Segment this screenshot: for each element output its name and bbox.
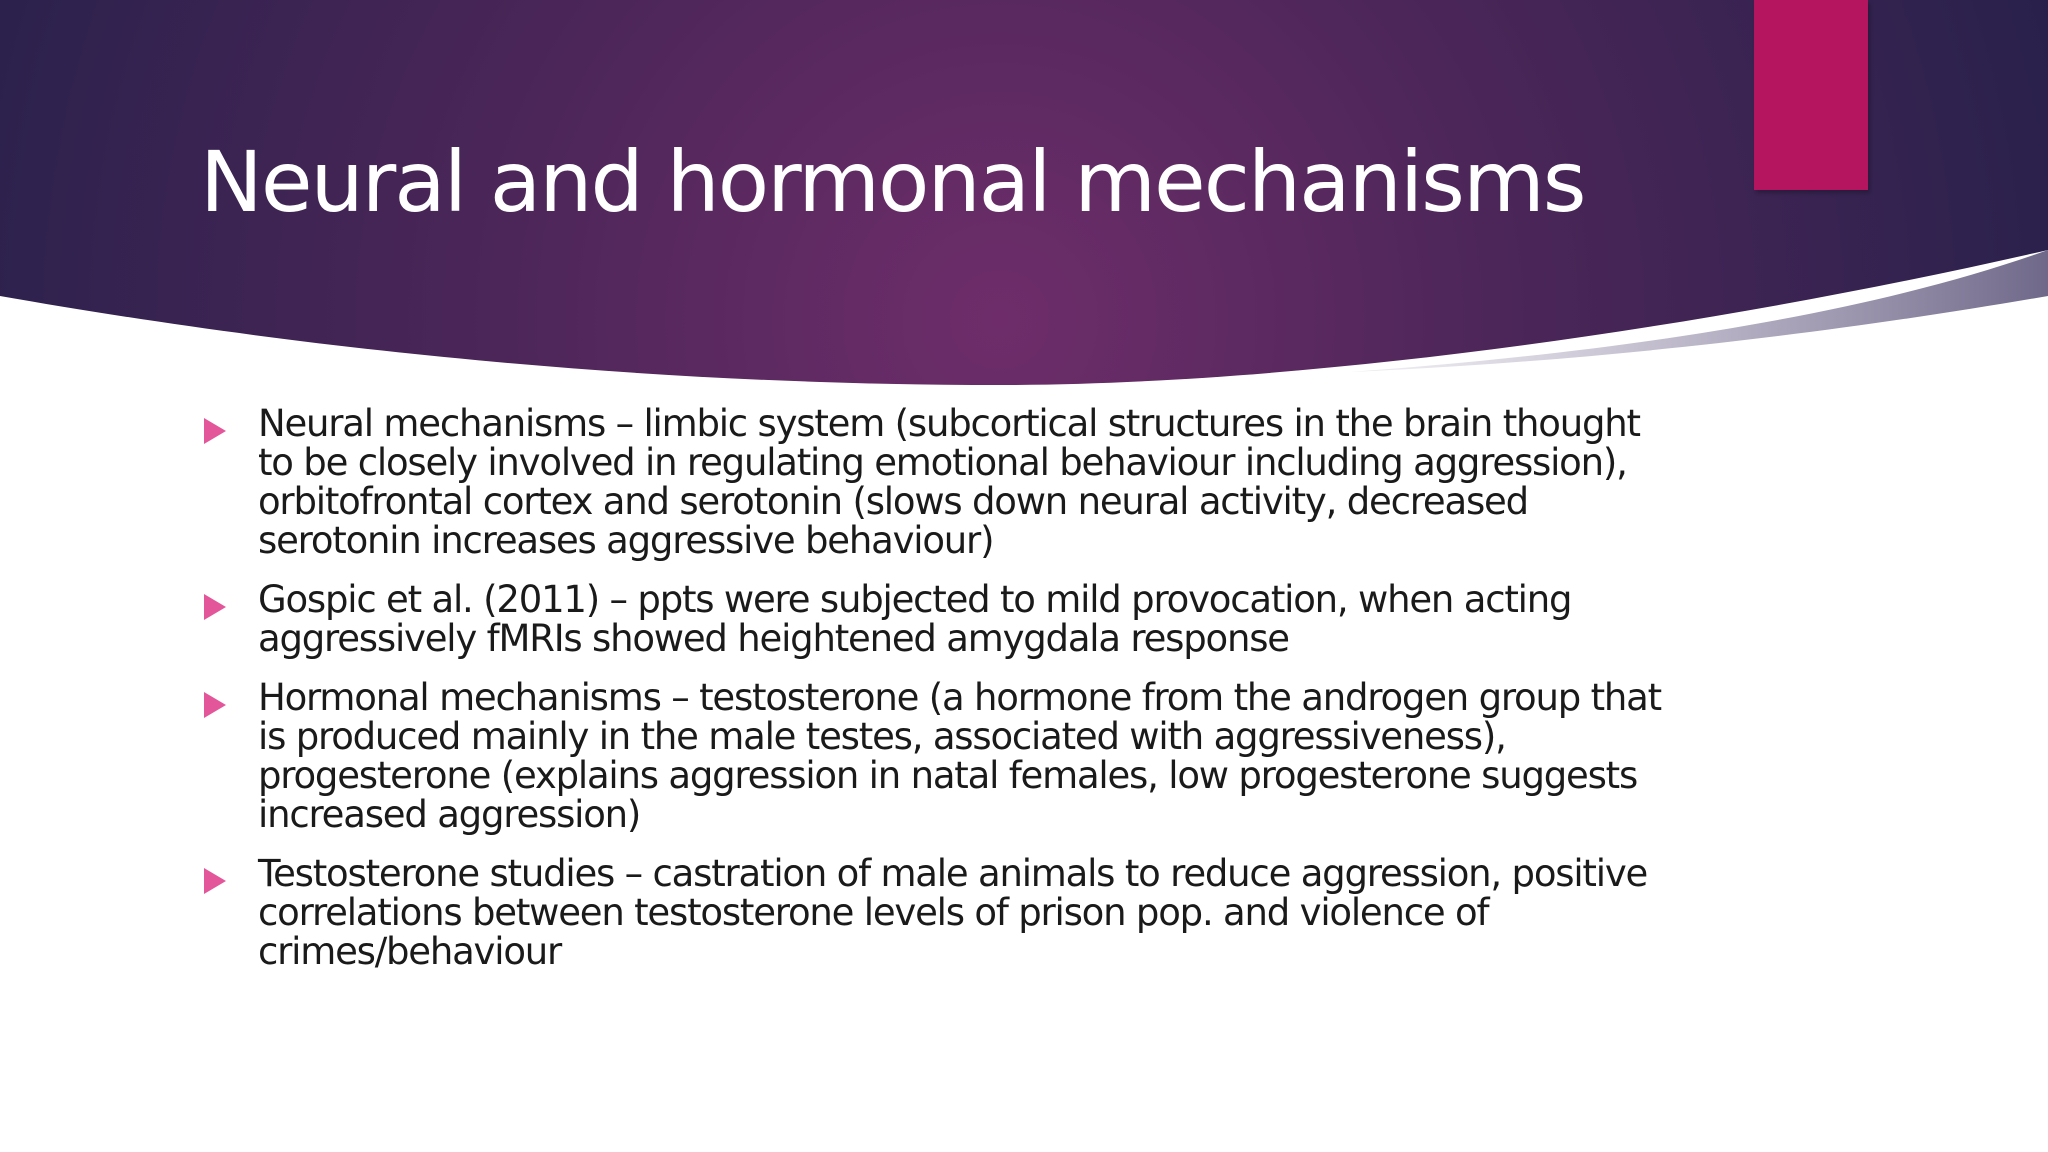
bullet-item xyxy=(200,854,1680,971)
bullet-item xyxy=(200,404,1680,560)
bullet-item xyxy=(200,580,1680,658)
triangle-arrow-icon xyxy=(204,594,226,620)
triangle-arrow-icon xyxy=(204,692,226,718)
triangle-arrow-icon xyxy=(204,868,226,894)
bullet-text: Testosterone studies – castration of male animals to reduce aggression, positive correlations between testosterone levels of prison pop. and violence of crimes/behaviour xyxy=(258,852,1648,973)
bullet-text: Hormonal mechanisms – testosterone (a hormone from the androgen group that is produced mainly in the male testes, associated with aggressiveness), progesterone (explains aggression in natal females, low progesterone suggests increased aggression) xyxy=(258,676,1661,836)
accent-bar xyxy=(1754,0,1868,190)
slide-title: Neural and hormonal mechanisms xyxy=(200,133,1585,231)
triangle-arrow-icon xyxy=(204,418,226,444)
bullet-item xyxy=(200,678,1680,834)
bullet-text: Neural mechanisms – limbic system (subcortical structures in the brain thought to be closely involved in regulating emotional behaviour including aggression), orbitofrontal cortex and serotonin (slows down neural activity, decreased serotonin increases aggressive behaviour) xyxy=(258,402,1640,562)
bullet-list xyxy=(200,404,1680,991)
bullet-text: Gospic et al. (2011) – ppts were subjected to mild provocation, when acting aggressively fMRIs showed heightened amygdala response xyxy=(258,578,1572,660)
